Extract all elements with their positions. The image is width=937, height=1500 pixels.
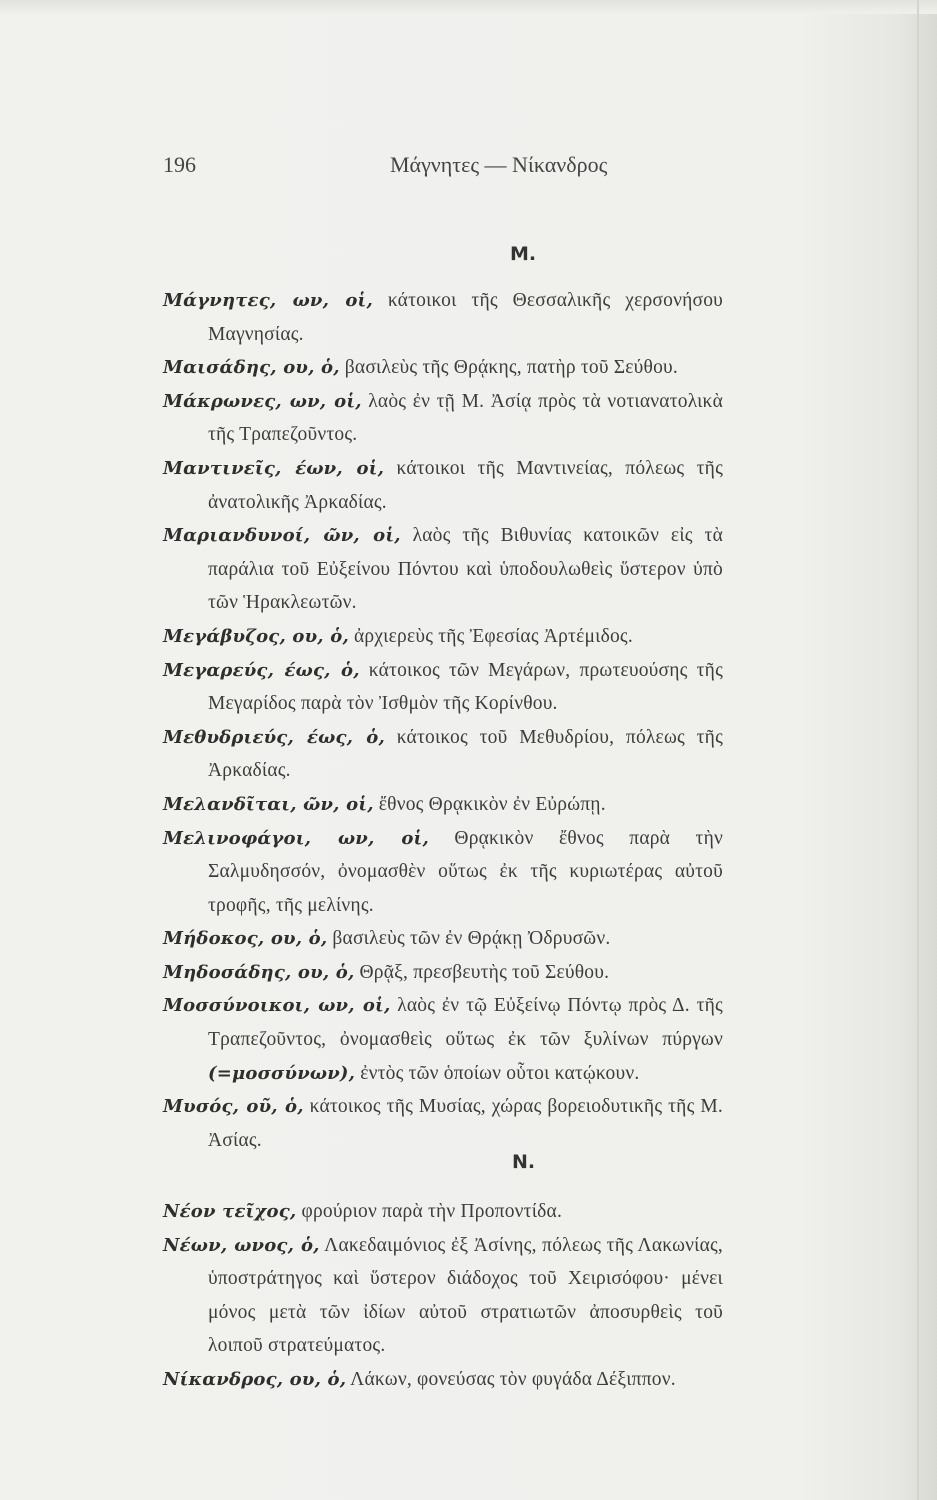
entry-lemma: Μυσός, οῦ, ὁ, — [163, 1096, 304, 1118]
entry-lemma: Μηδοσάδης, ου, ὁ, — [163, 961, 355, 983]
entry-lemma: Μεγάβυζος, ου, ὁ, — [163, 625, 349, 647]
entry-definition: Θρᾳκικὸν ἔθνος παρὰ τὴν Σαλμυδησσόν, ὀνομασθὲν οὕτως ἐκ τῆς κυριωτέρας αὐτοῦ τροφῆς, τῆς μελίνης. — [208, 827, 724, 916]
entry-magnetes — [163, 284, 723, 351]
entry-definition: φρούριον παρὰ τὴν Προποντίδα. — [301, 1201, 563, 1222]
entry-definition: Λακεδαιμόνιος ἐξ Ἀσίνης, πόλεως τῆς Λακωνίας, ὑποστράτηγος καὶ ὕστερον διάδοχος τοῦ Χειρισόφου· μένει μόνος μετὰ τῶν ἰδίων αὐτοῦ στρατιωτῶν ἀποσυρθεὶς τοῦ λοιποῦ στρατεύματος. — [208, 1234, 724, 1357]
page-binding-edge — [917, 0, 919, 1500]
section-letter-m: Μ. — [510, 243, 537, 265]
entry-definition: κάτοικος τῶν Μεγάρων, πρωτευούσης τῆς Μεγαρίδος παρὰ τὸν Ἰσθμὸν τῆς Κορίνθου. — [208, 659, 723, 715]
entry-neon — [163, 1229, 723, 1363]
entry-definition: Θρᾷξ, πρεσβευτὴς τοῦ Σεύθου. — [359, 961, 610, 983]
entry-lemma: Μάγνητες, ων, οἱ, — [163, 290, 373, 311]
entry-lemma: Μαισάδης, ου, ὁ, — [163, 357, 340, 379]
entry-nikandros — [163, 1363, 723, 1397]
entry-medosades — [163, 956, 723, 990]
entry-definition: κάτοικος τῆς Μυσίας, χώρας βορειοδυτικῆς τῆς Μ. Ἀσίας. — [208, 1096, 723, 1151]
entry-gloss: (=μοσσύνων), — [208, 1062, 356, 1084]
entry-lemma: Μεγαρεύς, έως, ὁ, — [163, 659, 360, 681]
entry-mossynoikoi — [163, 989, 723, 1090]
entry-lemma: Μεθυδριεύς, έως, ὁ, — [163, 726, 385, 748]
entry-lemma: Μήδοκος, ου, ὁ, — [163, 928, 328, 950]
entry-definition: κάτοικοι τῆς Θεσσαλικῆς χερσονήσου Μαγνησίας. — [208, 290, 724, 345]
entry-definition: λαὸς ἐν τῷ Εὐξείνῳ Πόντῳ πρὸς Δ. τῆς Τραπεζοῦντος, ὀνομασθεὶς οὕτως ἐκ τῶν ξυλίνων πύργων — [208, 995, 723, 1051]
entry-definition: ἔθνος Θρᾳκικὸν ἐν Εὐρώπῃ. — [378, 793, 606, 815]
page-number: 196 — [163, 152, 196, 177]
entry-lemma: Νέον τεῖχος, — [163, 1201, 297, 1222]
entry-neon-teichos — [163, 1195, 723, 1229]
entry-mariandynoi — [163, 519, 723, 620]
entry-methydrieus — [163, 721, 723, 788]
entry-definition: λαὸς ἐν τῇ Μ. Ἀσίᾳ πρὸς τὰ νοτιανατολικὰ τῆς Τραπεζοῦντος. — [208, 390, 723, 446]
entry-lemma: Μαντινεῖς, έων, οἱ, — [163, 457, 385, 479]
entry-makrones — [163, 385, 723, 452]
entries-section-m — [163, 284, 723, 1157]
entry-melinophagoi — [163, 822, 723, 923]
entry-melanditai — [163, 788, 723, 822]
entry-definition: βασιλεὺς τῶν ἐν Θρᾴκῃ Ὀδρυσῶν. — [332, 928, 611, 950]
entry-definition: βασιλεὺς τῆς Θρᾴκης, πατὴρ τοῦ Σεύθου. — [344, 357, 678, 379]
entry-lemma: Μελανδῖται, ῶν, οἱ, — [163, 793, 374, 815]
entry-definition: λαὸς τῆς Βιθυνίας κατοικῶν εἰς τὰ παράλια τοῦ Εὐξείνου Πόντου καὶ ὑποδουλωθεὶς ὕστερον ὑπὸ τῶν Ἡρακλεωτῶν. — [208, 525, 723, 614]
entry-definition: κάτοικοι τῆς Μαντινείας, πόλεως τῆς ἀνατολικῆς Ἀρκαδίας. — [208, 457, 723, 513]
page-top-shadow — [0, 0, 937, 14]
entry-megareus — [163, 654, 723, 721]
entry-mantineis — [163, 452, 723, 519]
entry-mysos — [163, 1090, 723, 1157]
entry-definition: κάτοικος τοῦ Μεθυδρίου, πόλεως τῆς Ἀρκαδίας. — [208, 726, 723, 782]
entry-lemma: Μοσσύνοικοι, ων, οἱ, — [163, 995, 391, 1017]
running-head: Μάγνητες — Νίκανδρος — [390, 152, 608, 177]
entry-medokos — [163, 922, 723, 956]
entry-megabyzos — [163, 620, 723, 654]
entry-lemma: Μελινοφάγοι, ων, οἱ, — [163, 827, 429, 849]
entry-lemma: Μαριανδυνοί, ῶν, οἱ, — [163, 525, 401, 547]
section-letter-n: Ν. — [512, 1151, 536, 1173]
page-header — [163, 152, 723, 182]
entry-maisades — [163, 351, 723, 385]
entries-section-n — [163, 1195, 723, 1397]
entry-lemma: Μάκρωνες, ων, οἱ, — [163, 390, 362, 412]
entry-definition: Λάκων, φονεύσας τὸν φυγάδα Δέξιππον. — [350, 1368, 676, 1390]
entry-lemma: Νίκανδρος, ου, ὁ, — [163, 1368, 347, 1390]
entry-definition: ἀρχιερεὺς τῆς Ἐφεσίας Ἀρτέμιδος. — [353, 625, 633, 647]
entry-definition-continued: ἐντὸς τῶν ὁποίων οὗτοι κατῴκουν. — [360, 1062, 640, 1084]
entry-lemma: Νέων, ωνος, ὁ, — [163, 1234, 320, 1256]
